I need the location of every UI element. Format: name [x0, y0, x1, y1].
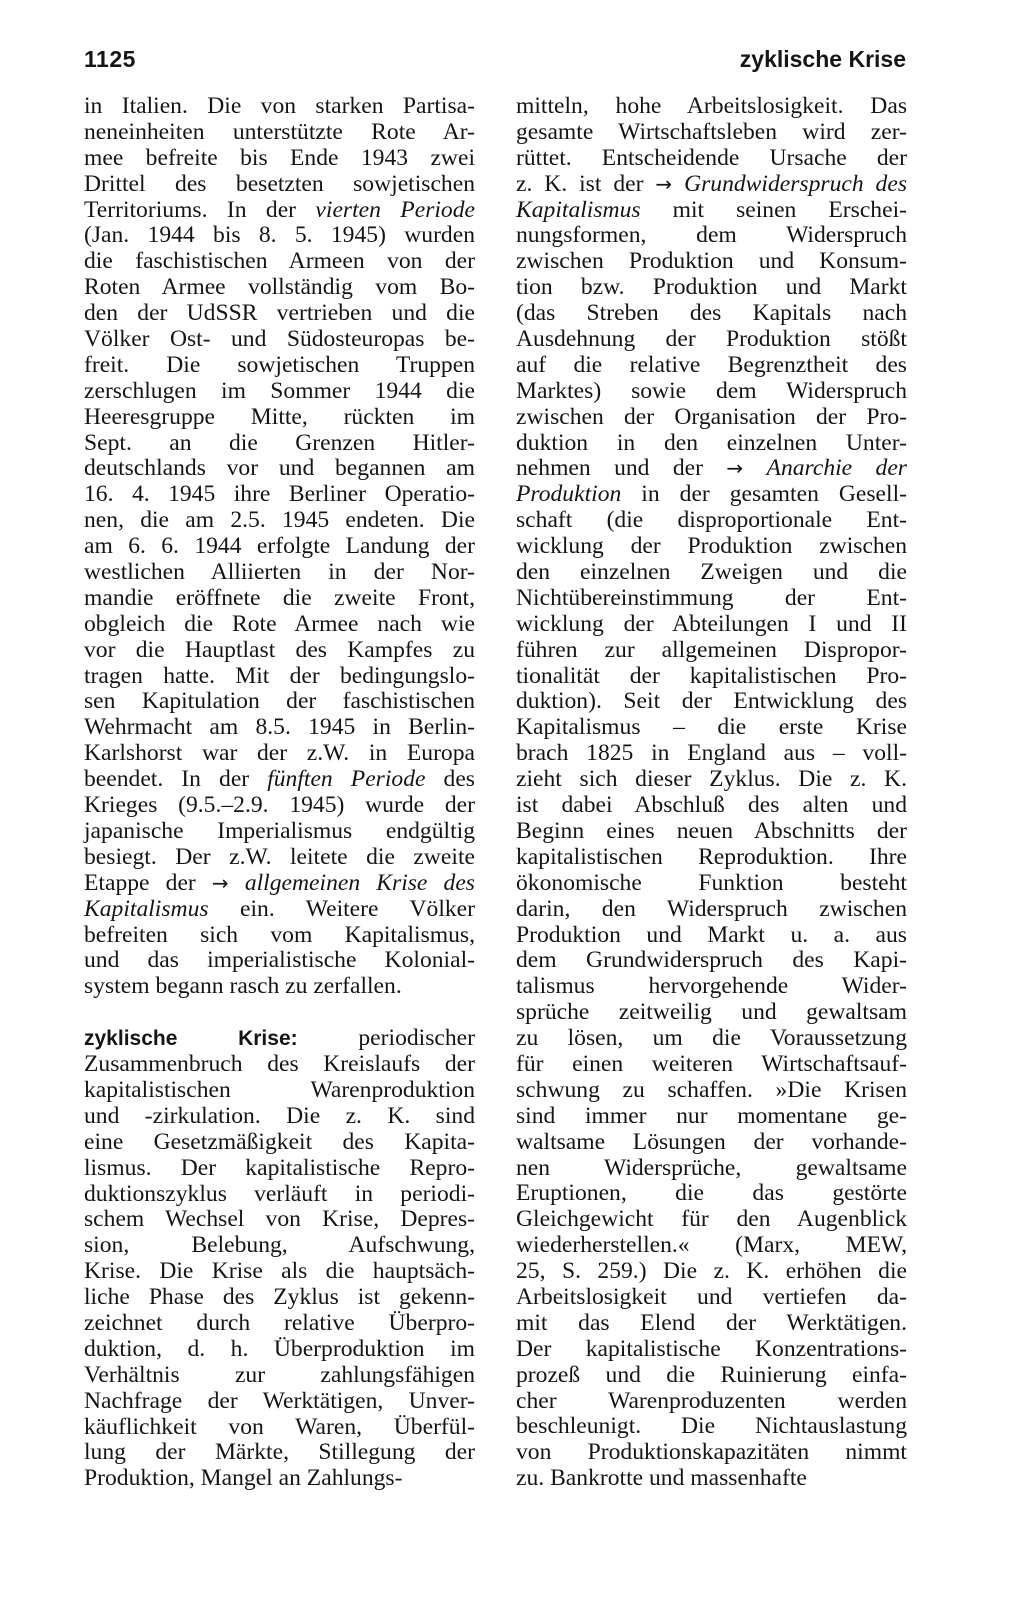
text-segment: wiederherstellen.« (Marx, MEW, [516, 1232, 907, 1259]
text-line [84, 871, 475, 897]
text-segment: eine Gesetzmäßigkeit des Kapita- [84, 1128, 475, 1155]
text-segment: in Italien. Die von starken Partisa- [84, 93, 475, 119]
text-segment: ein. Weitere Völker [208, 895, 475, 922]
text-line [516, 1052, 907, 1078]
text-segment: wicklung der Produktion zwischen [516, 533, 907, 560]
text-segment: tion bzw. Produktion und Markt [516, 274, 907, 301]
text-segment: Heeresgruppe Mitte, rückten im [84, 403, 475, 430]
text-segment: westlichen Alliierten in der Nor- [84, 559, 475, 586]
text-segment: duktion, d. h. Überproduktion im [84, 1335, 475, 1362]
text-segment: beschleunigt. Die Nichtauslastung [516, 1413, 907, 1440]
text-line [516, 1389, 907, 1415]
text-segment: 16. 4. 1945 ihre Berliner Operatio- [84, 481, 475, 508]
text-line [516, 715, 907, 741]
text-line [84, 638, 475, 664]
text-segment: Zusammenbruch des Kreislaufs der [84, 1051, 475, 1078]
text-line [84, 405, 475, 431]
text-line [84, 664, 475, 690]
text-line [84, 1156, 475, 1182]
text-line [84, 793, 475, 819]
text-line [84, 689, 475, 715]
text-segment: system begann rasch zu zerfallen. [84, 973, 402, 1000]
text-segment: schwung zu schaffen. »Die Krisen [516, 1076, 907, 1103]
text-segment: Krieges (9.5.–2.9. 1945) wurde der [84, 792, 475, 819]
text-segment: mitteln, hohe Arbeitslosigkeit. Das [516, 93, 907, 119]
text-line [84, 1182, 475, 1208]
text-segment: z. K. ist der [516, 170, 656, 197]
text-segment: Verhältnis zur zahlungsfähigen [84, 1361, 475, 1388]
reference-arrow-icon: → [726, 456, 744, 481]
text-line [84, 1466, 475, 1492]
text-segment [743, 455, 766, 481]
cross-reference: vierten Periode [315, 196, 475, 223]
text-segment: Etappe der [84, 869, 212, 896]
text-segment: liche Phase des Zyklus ist gekenn- [84, 1284, 475, 1311]
text-segment: Marktes) sowie dem Widerspruch [516, 377, 907, 404]
text-line [516, 1337, 907, 1363]
text-segment: besiegt. Der z.W. leitete die zweite [84, 843, 475, 870]
text-segment: gesamte Wirtschaftsleben wird zer- [516, 118, 907, 145]
paragraph-gap [84, 1000, 475, 1026]
text-segment: ist dabei Abschluß des alten und [516, 792, 907, 819]
text-line [516, 1207, 907, 1233]
cross-reference: fünften Periode [267, 766, 426, 793]
text-line [84, 172, 475, 198]
text-line [516, 897, 907, 923]
text-line [516, 767, 907, 793]
text-segment: obgleich die Rote Armee nach wie [84, 610, 475, 637]
text-line [516, 638, 907, 664]
text-line [84, 1415, 475, 1441]
text-segment: Roten Armee vollständig vom Bo- [84, 274, 475, 301]
text-segment: Völker Ost- und Südosteuropas be- [84, 326, 475, 353]
text-segment: zwischen Produktion und Konsum- [516, 248, 907, 275]
text-segment: für einen weiteren Wirtschaftsauf- [516, 1050, 907, 1077]
text-line [84, 508, 475, 534]
text-segment: zu. Bankrotte und massenhafte [516, 1465, 807, 1492]
page-number: 1125 [84, 46, 136, 72]
text-line [516, 1311, 907, 1337]
text-segment: zu lösen, um die Voraussetzung [516, 1025, 907, 1052]
text-segment: befreiten sich vom Kapitalismus, [84, 921, 475, 948]
text-segment: 25, S. 259.) Die z. K. erhöhen die [516, 1258, 907, 1285]
text-line [516, 612, 907, 638]
text-line [516, 353, 907, 379]
text-line [84, 1233, 475, 1259]
text-segment: Territoriums. In der [84, 196, 316, 223]
text-line [84, 560, 475, 586]
text-line [516, 1440, 907, 1466]
text-segment: kapitalistischen Reproduktion. Ihre [516, 843, 907, 870]
text-segment: Produktion, Mangel an Zahlungs- [84, 1465, 403, 1492]
text-segment: Nichtübereinstimmung der Ent- [516, 584, 907, 611]
text-segment: die faschistischen Armeen von der [84, 248, 475, 275]
text-segment: beendet. In der [84, 766, 268, 793]
text-line [516, 1259, 907, 1285]
text-line [516, 948, 907, 974]
text-segment: talismus hervorgehende Wider- [516, 973, 907, 1000]
text-line [84, 845, 475, 871]
text-segment: mit das Elend der Werktätigen. [516, 1309, 907, 1336]
cross-reference: Produktion [516, 481, 622, 508]
text-line [516, 146, 907, 172]
text-segment: brach 1825 in England aus – voll- [516, 740, 907, 767]
text-segment: schaft (die disproportionale Ent- [516, 507, 907, 534]
text-line [84, 1285, 475, 1311]
text-segment: zwischen der Organisation der Pro- [516, 403, 907, 430]
text-line [516, 923, 907, 949]
text-line [516, 819, 907, 845]
text-line [516, 741, 907, 767]
text-line [516, 1285, 907, 1311]
text-line [516, 94, 907, 120]
text-line [84, 741, 475, 767]
text-segment: Kapitalismus – die erste Krise [516, 714, 907, 741]
text-line [84, 897, 475, 923]
text-segment: und -zirkulation. Die z. K. sind [84, 1102, 475, 1129]
text-segment: mit seinen Erschei- [640, 196, 907, 223]
text-line [516, 249, 907, 275]
text-line [84, 1026, 475, 1052]
cross-reference: Grundwiderspruch des [684, 170, 908, 197]
text-segment: duktion). Seit der Entwicklung des [516, 688, 907, 715]
text-segment: sind immer nur momentane ge- [516, 1102, 907, 1129]
text-line [84, 327, 475, 353]
text-line [516, 560, 907, 586]
text-segment: lung der Märkte, Stillegung der [84, 1439, 475, 1466]
text-line [516, 1156, 907, 1182]
text-line [516, 1414, 907, 1440]
cross-reference: allgemeinen Krise des [244, 869, 475, 896]
text-line [84, 1078, 475, 1104]
entry-headword: zyklische Krise: [84, 1027, 298, 1051]
text-segment: prozeß und die Ruinierung einfa- [516, 1361, 907, 1388]
text-segment: den der UdSSR vertrieben und die [84, 300, 475, 327]
text-segment: duktion in den einzelnen Unter- [516, 429, 907, 456]
text-segment: zerschlugen im Sommer 1944 die [84, 377, 475, 404]
text-line [84, 1389, 475, 1415]
running-head: zyklische Krise [739, 46, 906, 72]
text-segment: darin, den Widerspruch zwischen [516, 895, 907, 922]
text-line [84, 1311, 475, 1337]
text-segment: vor die Hauptlast des Kampfes zu [84, 636, 475, 663]
text-line [84, 974, 475, 1000]
text-segment: zeichnet durch relative Überpro- [84, 1309, 475, 1336]
text-segment: dem Grundwiderspruch des Kapi- [516, 947, 907, 974]
text-segment: und das imperialistische Kolonial- [84, 947, 475, 974]
text-line [516, 664, 907, 690]
text-segment: führen zur allgemeinen Dispropor- [516, 636, 907, 663]
right-text-column [516, 94, 907, 1492]
text-segment: kapitalistischen Warenproduktion [84, 1076, 475, 1103]
text-segment: am 6. 6. 1944 erfolgte Landung der [84, 533, 475, 560]
text-line [516, 1026, 907, 1052]
text-line [84, 198, 475, 224]
cross-reference: Kapitalismus [516, 196, 641, 223]
text-line [84, 1207, 475, 1233]
text-line [84, 923, 475, 949]
text-line [516, 1233, 907, 1259]
reference-arrow-icon: → [211, 870, 229, 895]
text-line [516, 456, 907, 482]
text-line [516, 1181, 907, 1207]
text-segment: Beginn eines neuen Abschnitts der [516, 817, 907, 844]
text-segment: sprüche zeitweilig und gewaltsam [516, 999, 907, 1026]
text-line [84, 223, 475, 249]
text-line [84, 1440, 475, 1466]
text-line [84, 379, 475, 405]
reference-arrow-icon: → [655, 171, 673, 196]
text-segment: tionalität der kapitalistischen Pro- [516, 662, 907, 689]
text-line [84, 1337, 475, 1363]
text-segment: Wehrmacht am 8.5. 1945 in Berlin- [84, 714, 475, 741]
text-line [516, 275, 907, 301]
text-line [84, 120, 475, 146]
text-line [516, 1466, 907, 1492]
text-segment [672, 171, 684, 197]
text-segment: tragen hatte. Mit der bedingungslo- [84, 662, 475, 689]
text-segment: sen Kapitulation der faschistischen [84, 688, 475, 715]
text-line [84, 275, 475, 301]
text-segment: Sept. an die Grenzen Hitler- [84, 429, 475, 456]
text-line [516, 586, 907, 612]
text-line [516, 871, 907, 897]
text-segment: mee befreite bis Ende 1943 zwei [84, 144, 475, 171]
text-segment: deutschlands vor und begannen am [84, 455, 475, 482]
text-line [516, 482, 907, 508]
text-segment: sion, Belebung, Aufschwung, [84, 1232, 475, 1259]
page-header [84, 46, 906, 80]
text-segment: rüttet. Entscheidende Ursache der [516, 144, 907, 171]
text-line [84, 612, 475, 638]
text-line [84, 353, 475, 379]
text-line [84, 948, 475, 974]
text-segment: auf die relative Begrenztheit des [516, 351, 907, 378]
text-segment: (das Streben des Kapitals nach [516, 300, 907, 327]
text-line [84, 819, 475, 845]
text-segment: nen, die am 2.5. 1945 endeten. Die [84, 507, 475, 534]
text-segment: Ausdehnung der Produktion stößt [516, 326, 907, 353]
text-line [516, 405, 907, 431]
text-line [84, 482, 475, 508]
cross-reference: Anarchie der [766, 455, 907, 482]
text-line [84, 1363, 475, 1389]
text-segment: Nachfrage der Werktätigen, Unver- [84, 1387, 475, 1414]
text-line [84, 586, 475, 612]
text-line [516, 1104, 907, 1130]
text-line [84, 1259, 475, 1285]
text-line [516, 793, 907, 819]
text-segment: nungsformen, dem Widerspruch [516, 222, 907, 249]
text-segment: den einzelnen Zweigen und die [516, 559, 907, 586]
text-line [516, 845, 907, 871]
text-line [84, 1052, 475, 1078]
text-line [516, 1363, 907, 1389]
text-line [84, 301, 475, 327]
text-segment: in der gesamten Gesell- [621, 481, 907, 508]
text-segment: Der kapitalistische Konzentrations- [516, 1335, 907, 1362]
text-segment: cher Warenproduzenten werden [516, 1387, 907, 1414]
text-line [84, 534, 475, 560]
text-line [516, 223, 907, 249]
text-segment: käuflichkeit von Waren, Überfül- [84, 1413, 475, 1440]
text-segment: von Produktionskapazitäten nimmt [516, 1439, 907, 1466]
text-segment: Krise. Die Krise als die hauptsäch- [84, 1258, 475, 1285]
text-segment: mandie eröffnete die zweite Front, [84, 584, 475, 611]
text-line [84, 715, 475, 741]
text-segment: wicklung der Abteilungen I und II [516, 610, 907, 637]
text-segment: japanische Imperialismus endgültig [84, 817, 475, 844]
text-line [84, 456, 475, 482]
text-line [516, 172, 907, 198]
text-line [516, 508, 907, 534]
text-line [84, 431, 475, 457]
text-segment: freit. Die sowjetischen Truppen [84, 351, 475, 378]
text-line [516, 1078, 907, 1104]
text-line [516, 1130, 907, 1156]
text-segment: periodischer [297, 1025, 475, 1052]
cross-reference: Kapitalismus [84, 895, 209, 922]
text-segment: lismus. Der kapitalistische Repro- [84, 1154, 475, 1181]
text-segment: (Jan. 1944 bis 8. 5. 1945) wurden [84, 222, 475, 249]
left-text-column [84, 94, 475, 1492]
text-line [516, 1000, 907, 1026]
text-segment: Drittel des besetzten sowjetischen [84, 170, 475, 197]
text-segment: Karlshorst war der z.W. in Europa [84, 740, 475, 767]
text-line [516, 431, 907, 457]
text-line [84, 767, 475, 793]
text-line [516, 379, 907, 405]
text-segment: waltsame Lösungen der vorhande- [516, 1128, 907, 1155]
text-segment: Produktion und Markt u. a. aus [516, 921, 907, 948]
text-segment: nen Widersprüche, gewaltsame [516, 1154, 907, 1181]
text-line [84, 1104, 475, 1130]
text-segment: Gleichgewicht für den Augenblick [516, 1206, 907, 1233]
text-segment: schem Wechsel von Krise, Depres- [84, 1206, 475, 1233]
text-segment: Arbeitslosigkeit und vertiefen da- [516, 1283, 907, 1310]
text-line [84, 249, 475, 275]
text-line [516, 120, 907, 146]
text-line [84, 94, 475, 120]
text-line [84, 1130, 475, 1156]
text-segment: des [425, 766, 475, 793]
text-segment: Eruptionen, die das gestörte [516, 1180, 907, 1207]
text-segment [229, 870, 245, 896]
text-segment: ökonomische Funktion besteht [516, 869, 907, 896]
text-line [84, 146, 475, 172]
text-segment: nehmen und der [516, 455, 727, 482]
text-line [516, 327, 907, 353]
text-segment: neneinheiten unterstützte Rote Ar- [84, 118, 475, 145]
text-line [516, 198, 907, 224]
text-segment: duktionszyklus verläuft in periodi- [84, 1180, 475, 1207]
text-line [516, 974, 907, 1000]
text-line [516, 689, 907, 715]
text-line [516, 301, 907, 327]
text-line [516, 534, 907, 560]
text-segment: zieht sich dieser Zyklus. Die z. K. [516, 766, 907, 793]
